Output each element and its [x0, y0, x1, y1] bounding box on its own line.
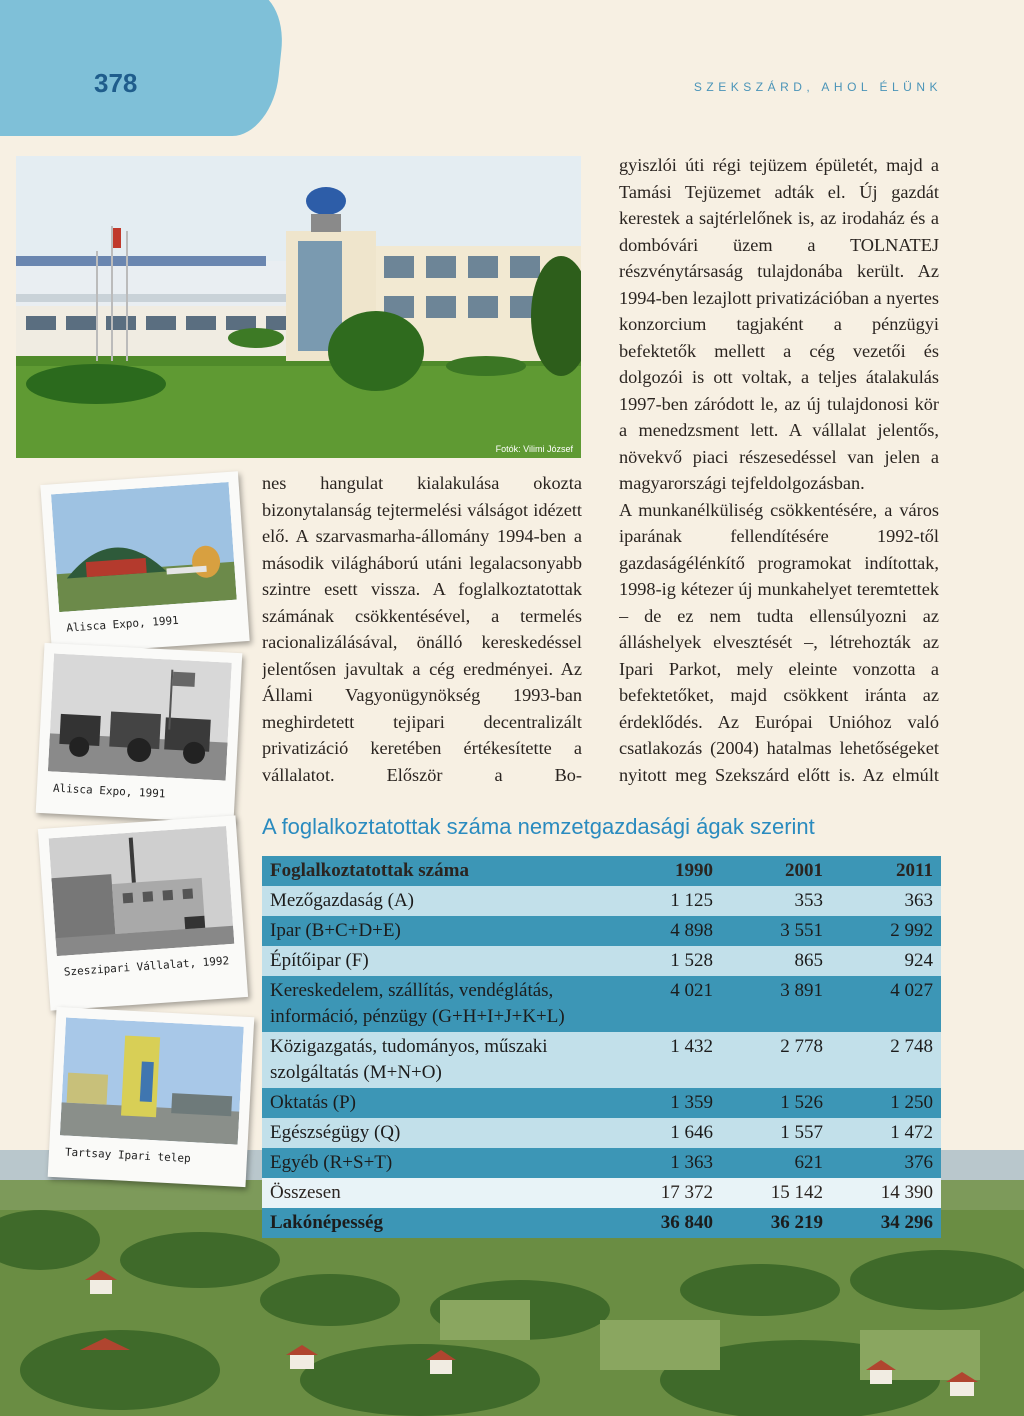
- row-label: Oktatás (P): [270, 1092, 357, 1113]
- value-2001: 36 219: [770, 1212, 823, 1233]
- row-label: Összesen: [270, 1182, 341, 1203]
- table-row: [262, 1088, 941, 1118]
- row-label: Kereskedelem, szállítás, vendéglátás, információ, pénzügy (G+H+I+J+K+L): [270, 980, 565, 1027]
- value-2001: 865: [794, 950, 823, 971]
- table-title: A foglalkoztatottak száma nemzetgazdasági ágak szerint: [262, 814, 815, 839]
- value-1990: 36 840: [660, 1212, 713, 1233]
- value-1990: 1 363: [670, 1152, 713, 1173]
- value-1990: 1 432: [670, 1036, 713, 1057]
- polaroid-photo: [38, 815, 248, 1010]
- value-2001: 1 557: [780, 1122, 823, 1143]
- distillery-photo: [49, 826, 235, 956]
- value-2011: 2 748: [890, 1036, 933, 1057]
- value-2001: 1 526: [780, 1092, 823, 1113]
- value-2011: 1 472: [890, 1122, 933, 1143]
- employment-table: [262, 856, 941, 1238]
- value-1990: 1 359: [670, 1092, 713, 1113]
- value-2001: 621: [794, 1152, 823, 1173]
- industrial-site-photo: [60, 1017, 244, 1144]
- paragraph: nes hangulat kialakulása okozta bizonytalanság tejtermelési válságot idézett elő. A szarvasmarha-állomány 1994-ben a második világháború utáni legalacsonyabb szintre esett vissza. A foglalkoztatottak számának csökkentésével, a termelés racionalizálásával, önálló kereskedéssel jelentősen javultak a cég eredményei. Az Állami Vagyonügynökség 1993-ban meghirdetett tejipari decentralizált privatizáció keretében értékesítette a vállalatot. Először a Bo-: [262, 473, 582, 785]
- table-row: [262, 1148, 941, 1178]
- row-label: Mezőgazdaság (A): [270, 890, 415, 911]
- value-1990: 1 125: [670, 890, 713, 911]
- table-row: [262, 946, 941, 976]
- column-header: 1990: [675, 860, 713, 881]
- table-row: [262, 916, 941, 946]
- page-number: 378: [94, 68, 138, 98]
- value-2001: 2 778: [780, 1036, 823, 1057]
- running-head: SZEKSZÁRD, AHOL ÉLÜNK: [693, 80, 942, 94]
- row-label: Közigazgatás, tudományos, műszaki szolgáltatás (M+N+O): [270, 1036, 548, 1083]
- value-1990: 1 528: [670, 950, 713, 971]
- row-label: Építőipar (F): [270, 950, 369, 971]
- row-label: Lakónépesség: [270, 1212, 383, 1233]
- table-row: [262, 1032, 941, 1088]
- text-column-right: [619, 152, 939, 792]
- expo-photo: [51, 482, 237, 612]
- table-row: [262, 976, 941, 1032]
- table-header-row: [262, 856, 941, 886]
- table-body: [262, 886, 941, 1238]
- polaroid-photo: [40, 471, 249, 654]
- value-1990: 17 372: [660, 1182, 713, 1203]
- main-photo: [16, 156, 581, 458]
- expo-tractors-photo: [48, 653, 232, 780]
- paragraph: A munkanélküliség csökkentésére, a város iparának fellendítésére 1992-től gazdaságélénkítő programokat indítottak, 1998-ig kétezer új munkahelyet teremtettek – de ez nem tudta ellensúlyozni az álláshelyek elvesztését –, létrehozták az Ipari Parkot, mely eleinte vonzotta a befektetőket, majd csökkent iránta az érdeklődés. Az Európai Unióhoz való csatlakozás (2004) hatalmas lehetőségeket nyitott meg Szekszárd előtt is. Az elmúlt: [619, 499, 939, 785]
- photo-caption: Alisca Expo, 1991: [65, 613, 180, 635]
- page-tab-decoration: [0, 0, 288, 136]
- value-2001: 15 142: [770, 1182, 823, 1203]
- column-header: 2001: [785, 860, 823, 881]
- table-row: [262, 1118, 941, 1148]
- factory-illustration: [16, 156, 581, 458]
- value-1990: 4 898: [670, 920, 713, 941]
- photo-credit: Fotók: Vilimi József: [495, 444, 573, 454]
- value-2011: 14 390: [880, 1182, 933, 1203]
- value-2011: 1 250: [890, 1092, 933, 1113]
- table-row: [262, 1208, 941, 1238]
- table-row: [262, 886, 941, 916]
- value-2011: 2 992: [890, 920, 933, 941]
- column-header: Foglalkoztatottak száma: [270, 860, 469, 881]
- polaroid-photo: [36, 643, 243, 823]
- value-2011: 376: [904, 1152, 933, 1173]
- value-2011: 363: [904, 890, 933, 911]
- row-label: Ipar (B+C+D+E): [270, 920, 401, 941]
- table-row: [262, 1178, 941, 1208]
- column-header: 2011: [896, 860, 933, 881]
- row-label: Egészségügy (Q): [270, 1122, 401, 1143]
- value-2011: 924: [904, 950, 933, 971]
- value-2001: 353: [794, 890, 823, 911]
- text-column-middle: [262, 470, 582, 788]
- paragraph: gyiszlói úti régi tejüzem épületét, majd a Tamási Tejüzemet adták el. Új gazdát kerestek a sajtérlelőnek is, az irodaház és a dombóvári üzem a TOLNATEJ részvénytársaság tulajdonába került. Az 1994-ben lezajlott privatizációban a nyertes konzorcium tagjaként a pénzügyi befektetők mellett a cég vezetői és dolgozói is ott voltak, a teljes átalakulás 1997-ben záródott le, az új tulajdonosi kör a menedzsment lett. A vállalat jelentős, növekvő piaci részesedéssel van jelen a magyarországi tejfeldolgozásban.: [619, 155, 939, 493]
- photo-caption: Alisca Expo, 1991: [52, 781, 166, 801]
- value-2001: 3 891: [780, 980, 823, 1001]
- value-2001: 3 551: [780, 920, 823, 941]
- photo-caption: Szeszipari Vállalat, 1992: [63, 954, 230, 979]
- value-1990: 4 021: [670, 980, 713, 1001]
- photo-caption: Tartsay Ipari telep: [64, 1145, 192, 1166]
- value-1990: 1 646: [670, 1122, 713, 1143]
- value-2011: 34 296: [880, 1212, 933, 1233]
- polaroid-photo: [48, 1007, 255, 1187]
- value-2011: 4 027: [890, 980, 933, 1001]
- row-label: Egyéb (R+S+T): [270, 1152, 393, 1173]
